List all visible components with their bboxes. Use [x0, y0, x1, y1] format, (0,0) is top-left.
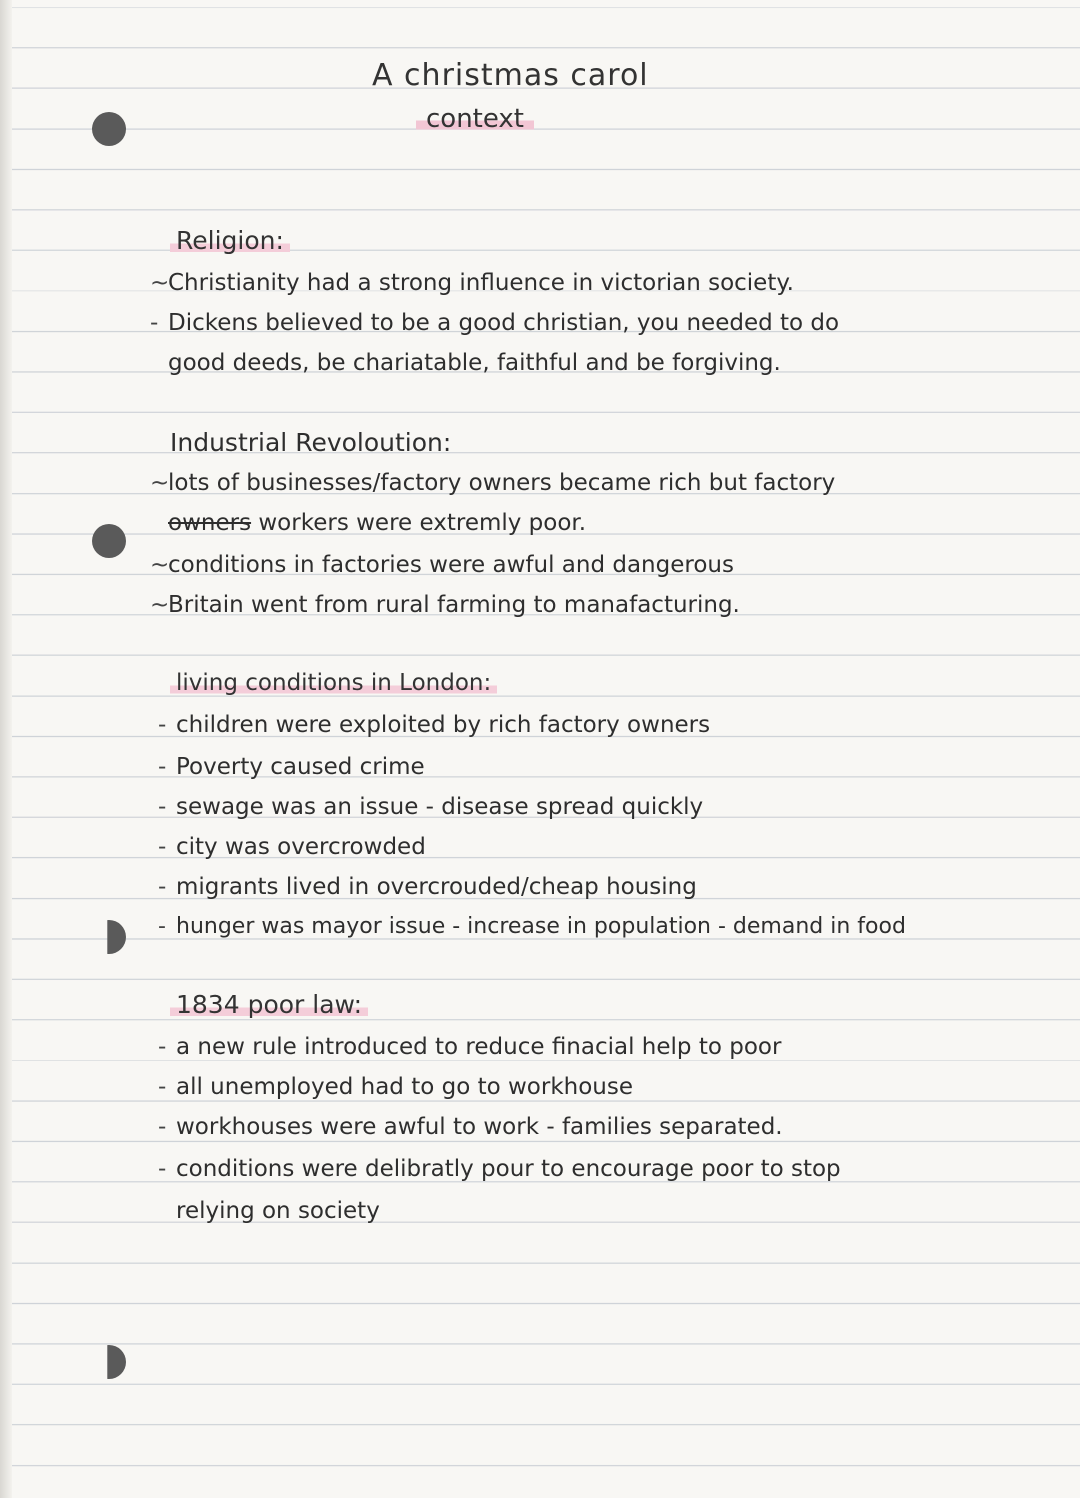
note-text: a new rule introduced to reduce finacial help to poor: [176, 1034, 782, 1060]
section-heading-industrial: Industrial Revoloution:: [170, 428, 452, 457]
note-text: Christianity had a strong influence in victorian society.: [168, 270, 794, 296]
note-line: [150, 470, 835, 496]
note-line: [158, 874, 697, 900]
note-line: [158, 1156, 841, 1182]
note-text: migrants lived in overcrouded/cheap housing: [176, 874, 697, 900]
page-title: A christmas carol: [372, 58, 649, 93]
section-heading-living-conditions: living conditions in London:: [170, 670, 497, 696]
bullet: ~: [150, 470, 170, 496]
note-line: [168, 350, 781, 376]
note-line: [150, 270, 794, 296]
note-text: children were exploited by rich factory owners: [176, 712, 711, 738]
section-heading-religion: Religion:: [170, 226, 290, 255]
note-line: [158, 914, 906, 939]
note-text: Dickens believed to be a good christian, you needed to do: [168, 310, 840, 336]
bullet: -: [158, 754, 167, 780]
bullet: -: [158, 1156, 167, 1182]
bullet: -: [158, 834, 167, 860]
note-text: Poverty caused crime: [176, 754, 425, 780]
note-text: good deeds, be chariatable, faithful and be forgiving.: [168, 350, 781, 376]
note-text: lots of businesses/factory owners became rich but factory: [168, 470, 836, 496]
note-text: hunger was mayor issue - increase in population - demand in food: [176, 914, 906, 939]
note-text: city was overcrowded: [176, 834, 426, 860]
note-line: [176, 1198, 380, 1224]
note-text: relying on society: [176, 1198, 380, 1224]
struck-word: owners: [168, 510, 252, 536]
bullet: -: [158, 1114, 167, 1140]
note-text: workhouses were awful to work - families separated.: [176, 1114, 783, 1140]
note-text: Britain went from rural farming to manafacturing.: [168, 592, 740, 618]
note-line: [150, 552, 734, 578]
bullet: -: [150, 310, 159, 336]
note-line: [158, 794, 703, 820]
note-line: [158, 1034, 781, 1060]
bullet: ~: [150, 270, 170, 296]
note-line: [150, 310, 839, 336]
bullet: -: [158, 874, 167, 900]
note-line: [158, 1114, 783, 1140]
punch-hole: [92, 524, 126, 558]
note-text: sewage was an issue - disease spread quickly: [176, 794, 704, 820]
bullet: -: [158, 794, 167, 820]
bullet: ~: [150, 592, 170, 618]
section-heading-poor-law: 1834 poor law:: [170, 990, 368, 1019]
note-line: [158, 1074, 633, 1100]
note-text: workers were extremly poor.: [258, 510, 587, 536]
note-text: all unemployed had to go to workhouse: [176, 1074, 634, 1100]
bullet: ~: [150, 552, 170, 578]
bullet: -: [158, 914, 166, 939]
punch-hole: [92, 112, 126, 146]
note-line: [158, 834, 426, 860]
bullet: -: [158, 712, 167, 738]
note-line: [158, 712, 710, 738]
note-line: [168, 510, 586, 536]
note-text: conditions in factories were awful and dangerous: [168, 552, 734, 578]
note-text: conditions were delibratly pour to encourage poor to stop: [176, 1156, 841, 1182]
page-edge: [0, 0, 12, 1498]
bullet: -: [158, 1034, 167, 1060]
page-subtitle: context: [416, 104, 534, 134]
bullet: -: [158, 1074, 167, 1100]
note-line: [150, 592, 740, 618]
note-line: [158, 754, 425, 780]
